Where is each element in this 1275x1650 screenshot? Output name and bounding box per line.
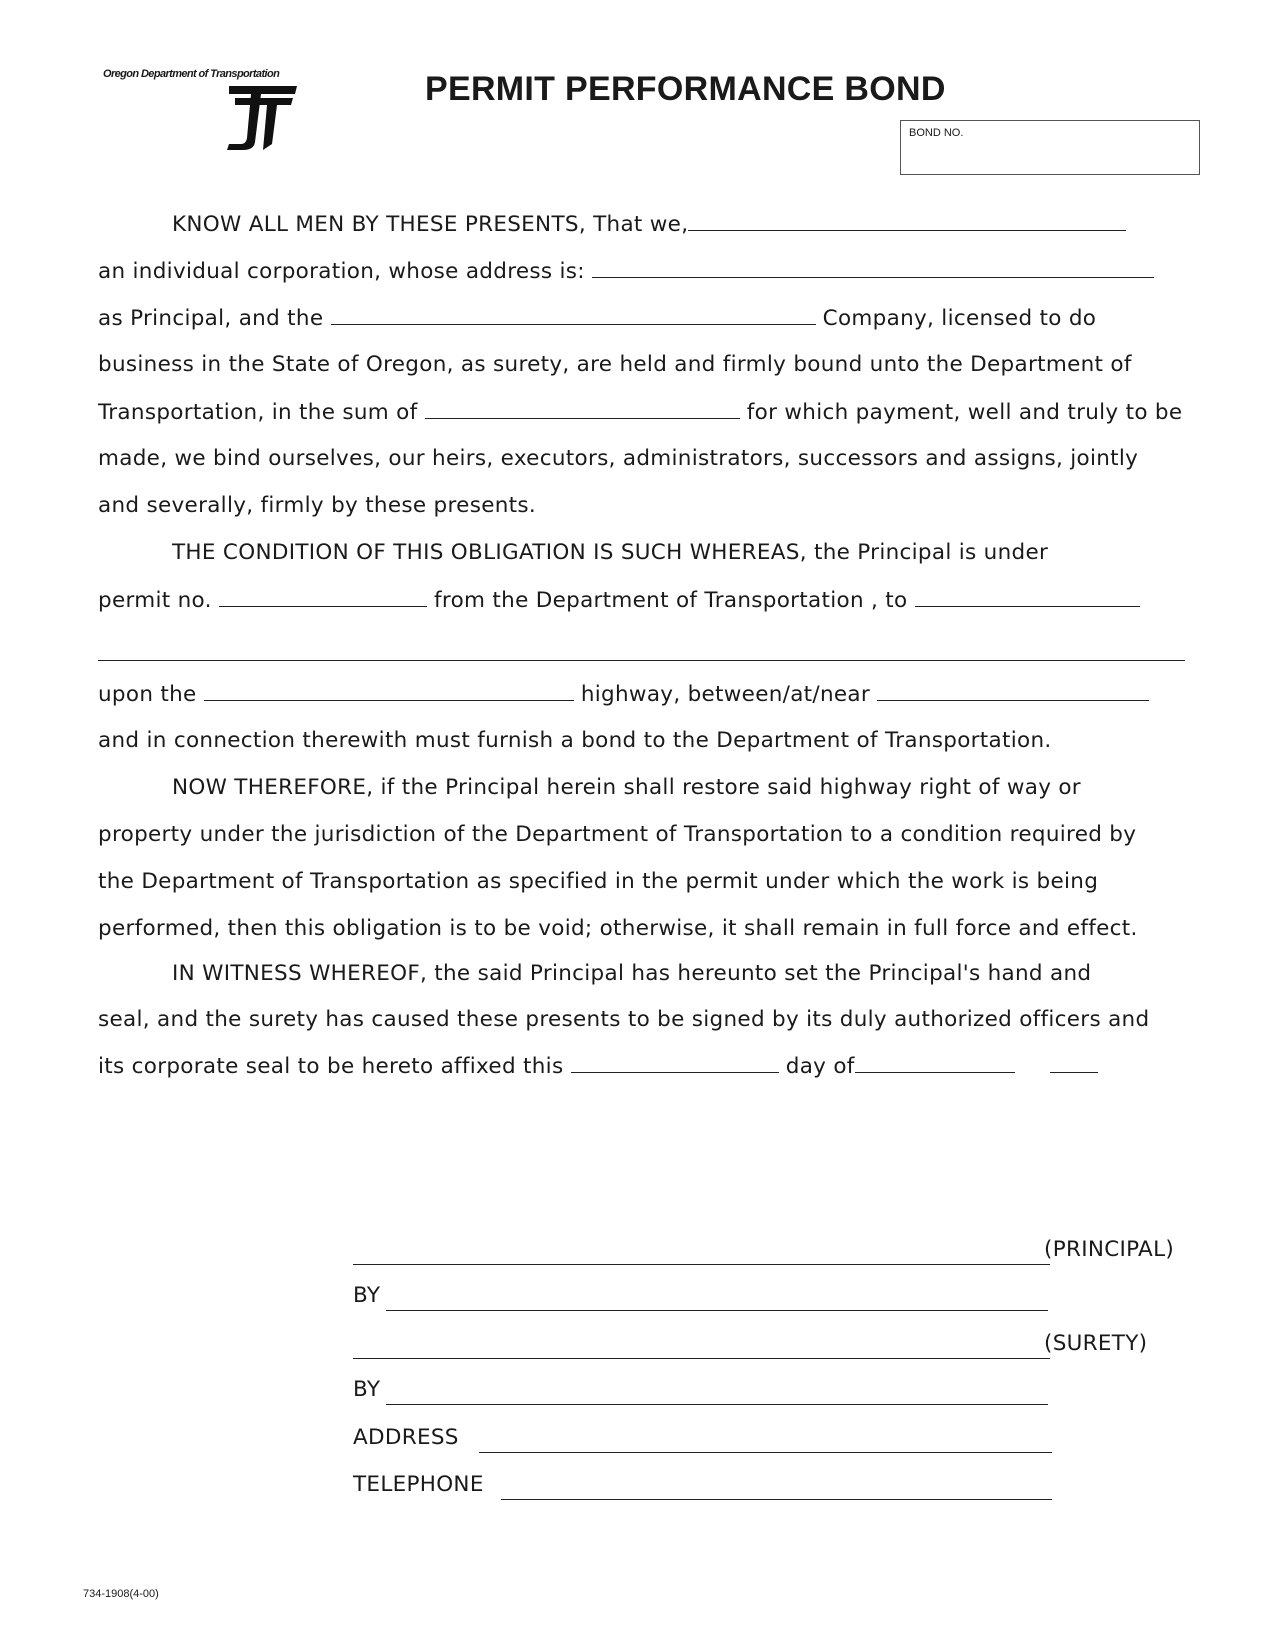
- by-label-1: BY: [353, 1283, 381, 1308]
- as-principal-text: as Principal, and the: [98, 306, 324, 331]
- surety-signature-line[interactable]: [353, 1358, 1050, 1359]
- surety-by-line[interactable]: [386, 1404, 1048, 1405]
- odot-logo: [103, 68, 318, 154]
- line-8: THE CONDITION OF THIS OBLIGATION IS SUCH WHEREAS, the Principal is under: [172, 540, 1049, 565]
- day-blank[interactable]: [571, 1052, 779, 1073]
- upon-the-text: upon the: [98, 682, 197, 707]
- form-title: PERMIT PERFORMANCE BOND: [425, 70, 946, 108]
- line-13: property under the jurisdiction of the Department of Transportation to a condition required by: [98, 822, 1137, 847]
- affixed-this-text: its corporate seal to be hereto affixed this: [98, 1054, 564, 1079]
- line-4: business in the State of Oregon, as surety, are held and firmly bound unto the Department of: [98, 352, 1132, 377]
- payment-text: for which payment, well and truly to be: [746, 400, 1183, 425]
- sum-of-text: Transportation, in the sum of: [98, 400, 418, 425]
- agency-name: Oregon Department of Transportation: [103, 68, 280, 80]
- line-12: NOW THEREFORE, if the Principal herein shall restore said highway right of way or: [172, 775, 1081, 800]
- principal-address-blank[interactable]: [592, 257, 1154, 278]
- address-line[interactable]: [479, 1452, 1052, 1453]
- principal-name-blank[interactable]: [688, 210, 1126, 231]
- line-16: IN WITNESS WHEREOF, the said Principal has hereunto set the Principal's hand and: [172, 961, 1092, 986]
- highway-name-blank[interactable]: [204, 680, 574, 701]
- bond-number-label: BOND NO.: [909, 127, 964, 139]
- odot-t-icon: [221, 82, 301, 154]
- line-7: and severally, firmly by these presents.: [98, 493, 537, 518]
- bond-number-field[interactable]: [900, 120, 1200, 175]
- telephone-label: TELEPHONE: [353, 1472, 484, 1497]
- by-label-2: BY: [353, 1377, 381, 1402]
- permit-number-blank[interactable]: [219, 586, 427, 607]
- line-2: [98, 257, 1154, 286]
- month-blank[interactable]: [855, 1052, 1015, 1073]
- line-5: [98, 398, 1182, 427]
- from-dept-text: from the Department of Transportation , to: [434, 588, 908, 613]
- line-14: the Department of Transportation as specified in the permit under which the work is being: [98, 869, 1099, 894]
- line-18: [98, 1052, 1098, 1081]
- line-10: [98, 680, 1149, 709]
- surety-company-blank[interactable]: [331, 304, 816, 325]
- principal-by-line[interactable]: [386, 1310, 1048, 1311]
- permit-purpose-blank[interactable]: [915, 586, 1140, 607]
- line-11: and in connection therewith must furnish a bond to the Department of Transportation.: [98, 728, 1052, 753]
- line-1: [172, 210, 1126, 239]
- day-of-text: day of: [785, 1054, 855, 1079]
- year-blank[interactable]: [1050, 1052, 1098, 1073]
- permit-no-text: permit no.: [98, 588, 212, 613]
- highway-between-text: highway, between/at/near: [580, 682, 871, 707]
- address-text: an individual corporation, whose address is:: [98, 259, 585, 284]
- line-9: [98, 586, 1140, 615]
- telephone-line[interactable]: [501, 1499, 1052, 1500]
- form-number: 734-1908(4-00): [83, 1588, 159, 1600]
- bond-sum-blank[interactable]: [425, 398, 740, 419]
- line-3: [98, 304, 1096, 333]
- line-17: seal, and the surety has caused these presents to be signed by its duly authorized officers and: [98, 1007, 1150, 1032]
- highway-location-blank[interactable]: [877, 680, 1149, 701]
- line-15: performed, then this obligation is to be void; otherwise, it shall remain in full force and effect.: [98, 916, 1138, 941]
- line-6: made, we bind ourselves, our heirs, executors, administrators, successors and assigns, jointly: [98, 446, 1139, 471]
- principal-label: (PRINCIPAL): [1044, 1237, 1175, 1262]
- principal-signature-line[interactable]: [353, 1264, 1050, 1265]
- permit-purpose-continuation-blank[interactable]: [98, 660, 1185, 661]
- know-all-men-text: KNOW ALL MEN BY THESE PRESENTS, That we,: [172, 212, 689, 237]
- surety-label: (SURETY): [1044, 1331, 1148, 1356]
- company-licensed-text: Company, licensed to do: [822, 306, 1097, 331]
- address-label: ADDRESS: [353, 1425, 459, 1450]
